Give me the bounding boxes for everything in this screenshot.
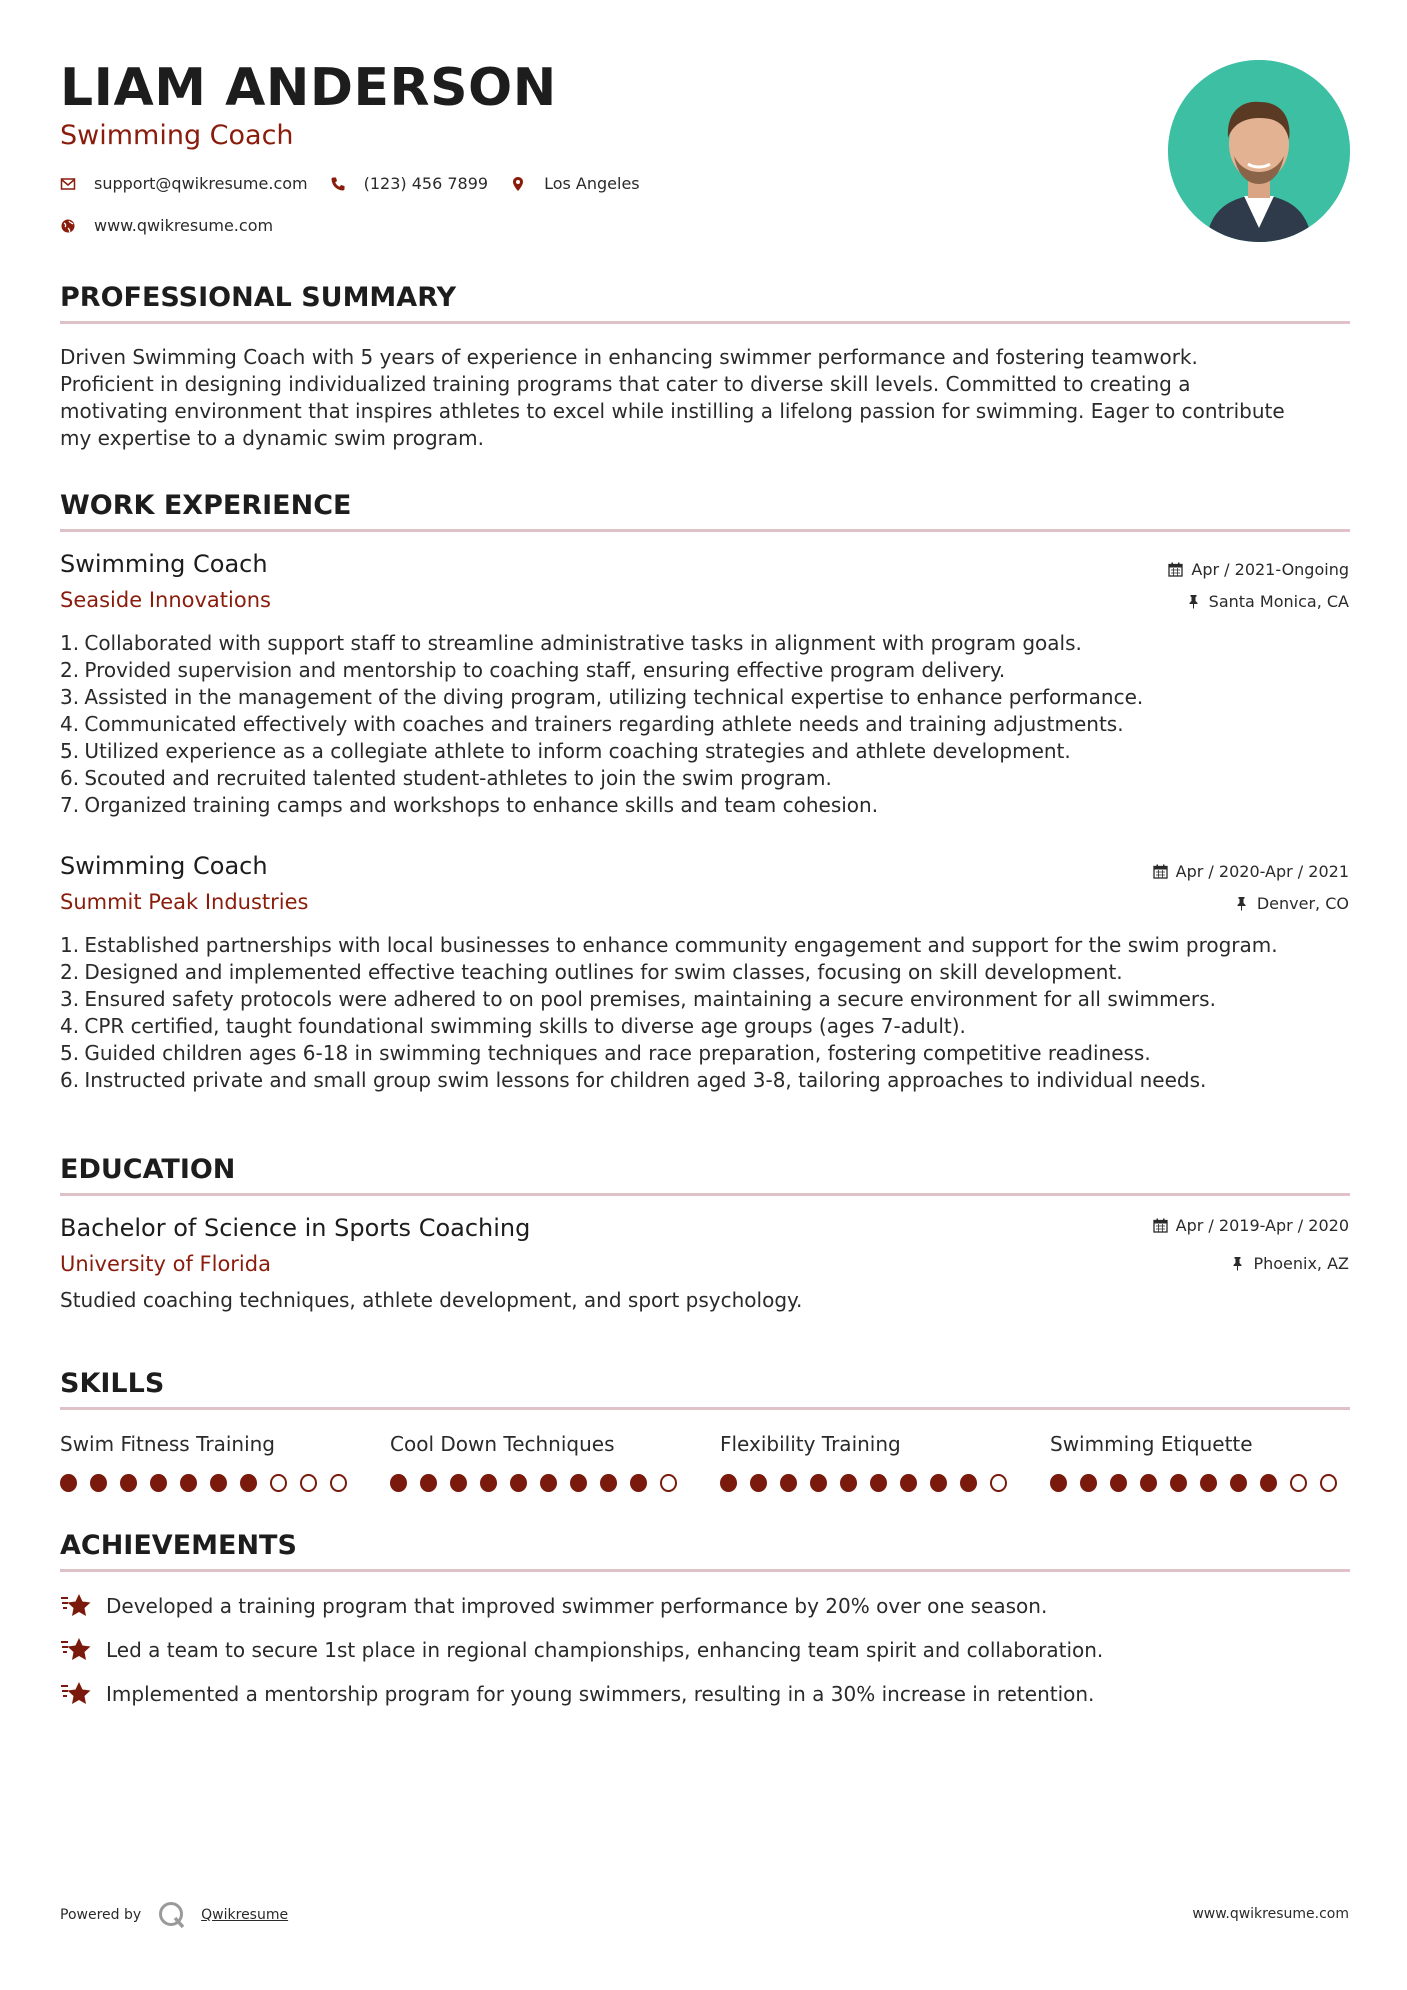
summary-line: motivating environment that inspires athletes to excel while instilling a lifelong passion for swimming. Eager to contribute [60, 399, 1285, 423]
skill-item [720, 1432, 1020, 1492]
bullet-text: Organized training camps and workshops to enhance skills and team cohesion. [84, 793, 879, 817]
job-company: Summit Peak Industries [60, 890, 309, 914]
achievements-heading: ACHIEVEMENTS [60, 1530, 297, 1561]
rating-dot-filled [390, 1474, 407, 1492]
section-divider [60, 321, 1350, 324]
job-location-text: Santa Monica, CA [1208, 592, 1349, 611]
rating-dot-filled [570, 1474, 587, 1492]
education-dates [1153, 1216, 1349, 1235]
section-divider [60, 1569, 1350, 1572]
skill-item [60, 1432, 360, 1492]
contact-website[interactable] [60, 216, 273, 235]
rating-dot-filled [1050, 1474, 1067, 1492]
bullet-text: Assisted in the management of the diving program, utilizing technical expertise to enhance performance. [84, 685, 1144, 709]
skill-name: Flexibility Training [720, 1432, 901, 1456]
skill-name: Swim Fitness Training [60, 1432, 275, 1456]
calendar-icon [1153, 864, 1168, 879]
list-item: 3. Assisted in the management of the diving program, utilizing technical expertise to enhance performance. [60, 685, 1144, 709]
education-location-text: Phoenix, AZ [1253, 1254, 1349, 1273]
rating-dot-filled [90, 1474, 107, 1492]
location-text: Los Angeles [544, 174, 640, 193]
job-location [1186, 592, 1349, 611]
bullet-text: CPR certified, taught foundational swimming skills to diverse age groups (ages 7-adult). [84, 1014, 966, 1038]
avatar-illustration [1168, 60, 1350, 242]
rating-dot-filled [840, 1474, 857, 1492]
achievement-text: Implemented a mentorship program for young swimmers, resulting in a 30% increase in retention. [106, 1682, 1095, 1706]
job-company: Seaside Innovations [60, 588, 271, 612]
pushpin-icon [1186, 594, 1201, 609]
rating-dot-filled [630, 1474, 647, 1492]
bullet-text: Collaborated with support staff to streamline administrative tasks in alignment with program goals. [84, 631, 1082, 655]
globe-icon [60, 218, 76, 234]
skills-heading: SKILLS [60, 1368, 165, 1399]
list-item: 6. Scouted and recruited talented student-athletes to join the swim program. [60, 766, 832, 790]
pushpin-icon [1234, 896, 1249, 911]
job-dates [1153, 862, 1349, 881]
contact-email[interactable] [60, 174, 308, 193]
rating-dot-filled [1170, 1474, 1187, 1492]
bullet-text: Instructed private and small group swim lessons for children aged 3-8, tailoring approaches to individual needs. [84, 1068, 1207, 1092]
job-dates [1168, 560, 1349, 579]
bullet-text: Provided supervision and mentorship to coaching staff, ensuring effective program delivery. [84, 658, 1006, 682]
contact-row [60, 174, 662, 193]
job-bullets [60, 630, 1360, 819]
contact-location [510, 174, 640, 193]
rating-dot-empty [660, 1474, 677, 1492]
footer-powered-by [60, 1900, 288, 1930]
experience-heading: WORK EXPERIENCE [60, 490, 352, 521]
skill-rating [60, 1474, 360, 1492]
skill-rating [1050, 1474, 1350, 1492]
rating-dot-filled [480, 1474, 497, 1492]
summary-line: Driven Swimming Coach with 5 years of experience in enhancing swimmer performance and fostering teamwork. [60, 345, 1198, 369]
candidate-role: Swimming Coach [60, 120, 294, 151]
section-divider [60, 529, 1350, 532]
calendar-icon [1153, 1218, 1168, 1233]
star-icon [60, 1680, 92, 1708]
achievement-text: Developed a training program that improved swimmer performance by 20% over one season. [106, 1594, 1048, 1618]
rating-dot-filled [210, 1474, 227, 1492]
rating-dot-filled [510, 1474, 527, 1492]
rating-dot-empty [1290, 1474, 1307, 1492]
list-item: 2. Provided supervision and mentorship to coaching staff, ensuring effective program delivery. [60, 658, 1006, 682]
rating-dot-filled [120, 1474, 137, 1492]
website-text: www.qwikresume.com [94, 216, 274, 235]
rating-dot-filled [1200, 1474, 1217, 1492]
brand-link[interactable]: Qwikresume [201, 1907, 289, 1923]
phone-icon [330, 176, 346, 192]
job-dates-text: Apr / 2020-Apr / 2021 [1175, 862, 1349, 881]
skill-item [1050, 1432, 1350, 1492]
pushpin-icon [1230, 1256, 1245, 1271]
phone-text: (123) 456 7899 [363, 174, 489, 193]
envelope-icon [60, 176, 76, 192]
rating-dot-filled [1140, 1474, 1157, 1492]
job-location-text: Denver, CO [1256, 894, 1349, 913]
job-location [1234, 894, 1349, 913]
job-bullets [60, 932, 1360, 1094]
bullet-text: Guided children ages 6-18 in swimming techniques and race preparation, fostering competitive readiness. [84, 1041, 1151, 1065]
list-item: 1. Collaborated with support staff to streamline administrative tasks in alignment with program goals. [60, 631, 1082, 655]
skill-item [390, 1432, 690, 1492]
rating-dot-filled [720, 1474, 737, 1492]
footer-website[interactable]: www.qwikresume.com [1192, 1906, 1349, 1922]
list-item: 4. CPR certified, taught foundational swimming skills to diverse age groups (ages 7-adult). [60, 1014, 966, 1038]
candidate-name: LIAM ANDERSON [60, 58, 557, 118]
rating-dot-filled [420, 1474, 437, 1492]
bullet-text: Established partnerships with local businesses to enhance community engagement and support for the swim program. [84, 933, 1278, 957]
contact-row-website [60, 216, 295, 235]
rating-dot-filled [930, 1474, 947, 1492]
job-title: Swimming Coach [60, 852, 268, 880]
skill-rating [390, 1474, 690, 1492]
education-description: Studied coaching techniques, athlete development, and sport psychology. [60, 1288, 803, 1312]
rating-dot-filled [1110, 1474, 1127, 1492]
powered-by-label: Powered by [60, 1907, 142, 1923]
rating-dot-empty [1320, 1474, 1337, 1492]
email-text: support@qwikresume.com [94, 174, 308, 193]
rating-dot-filled [240, 1474, 257, 1492]
school-name: University of Florida [60, 1252, 271, 1276]
summary-text [60, 344, 1350, 452]
list-item: 5. Guided children ages 6-18 in swimming techniques and race preparation, fostering competitive readiness. [60, 1041, 1151, 1065]
skill-name: Cool Down Techniques [390, 1432, 615, 1456]
skill-name: Swimming Etiquette [1050, 1432, 1253, 1456]
rating-dot-filled [60, 1474, 77, 1492]
rating-dot-filled [150, 1474, 167, 1492]
rating-dot-filled [1230, 1474, 1247, 1492]
rating-dot-filled [960, 1474, 977, 1492]
bullet-text: Designed and implemented effective teaching outlines for swim classes, focusing on skill development. [84, 960, 1123, 984]
list-item: 1. Established partnerships with local businesses to enhance community engagement and support for the swim program. [60, 933, 1278, 957]
summary-line: Proficient in designing individualized training programs that cater to diverse skill levels. Committed to creating a [60, 372, 1191, 396]
list-item: 5. Utilized experience as a collegiate athlete to inform coaching strategies and athlete development. [60, 739, 1071, 763]
achievement-item [60, 1592, 1047, 1620]
rating-dot-empty [990, 1474, 1007, 1492]
rating-dot-empty [270, 1474, 287, 1492]
list-item: 2. Designed and implemented effective teaching outlines for swim classes, focusing on skill development. [60, 960, 1123, 984]
bullet-text: Scouted and recruited talented student-athletes to join the swim program. [84, 766, 832, 790]
rating-dot-filled [810, 1474, 827, 1492]
education-dates-text: Apr / 2019-Apr / 2020 [1175, 1216, 1349, 1235]
rating-dot-empty [330, 1474, 347, 1492]
education-heading: EDUCATION [60, 1154, 236, 1185]
map-pin-icon [510, 176, 526, 192]
summary-line: my expertise to a dynamic swim program. [60, 426, 484, 450]
bullet-text: Ensured safety protocols were adhered to on pool premises, maintaining a secure environment for all swimmers. [84, 987, 1216, 1011]
rating-dot-filled [600, 1474, 617, 1492]
star-icon [60, 1636, 92, 1664]
rating-dot-filled [870, 1474, 887, 1492]
contact-phone[interactable] [330, 174, 488, 193]
bullet-text: Communicated effectively with coaches and trainers regarding athlete needs and training adjustments. [84, 712, 1124, 736]
degree-title: Bachelor of Science in Sports Coaching [60, 1214, 531, 1242]
skill-rating [720, 1474, 1020, 1492]
achievement-item [60, 1680, 1094, 1708]
list-item: 7. Organized training camps and workshops to enhance skills and team cohesion. [60, 793, 879, 817]
rating-dot-filled [450, 1474, 467, 1492]
list-item: 4. Communicated effectively with coaches and trainers regarding athlete needs and training adjustments. [60, 712, 1124, 736]
achievement-item [60, 1636, 1103, 1664]
education-location [1230, 1254, 1349, 1273]
job-dates-text: Apr / 2021-Ongoing [1191, 560, 1349, 579]
list-item: 6. Instructed private and small group swim lessons for children aged 3-8, tailoring approaches to individual needs. [60, 1068, 1207, 1092]
section-divider [60, 1193, 1350, 1196]
rating-dot-filled [1080, 1474, 1097, 1492]
summary-heading: PROFESSIONAL SUMMARY [60, 282, 457, 313]
rating-dot-filled [180, 1474, 197, 1492]
bullet-text: Utilized experience as a collegiate athlete to inform coaching strategies and athlete development. [84, 739, 1071, 763]
calendar-icon [1168, 562, 1183, 577]
profile-photo [1168, 60, 1350, 242]
rating-dot-filled [780, 1474, 797, 1492]
qwikresume-logo-icon [157, 1900, 187, 1930]
achievement-text: Led a team to secure 1st place in regional championships, enhancing team spirit and collaboration. [106, 1638, 1104, 1662]
list-item: 3. Ensured safety protocols were adhered to on pool premises, maintaining a secure environment for all swimmers. [60, 987, 1216, 1011]
rating-dot-filled [1260, 1474, 1277, 1492]
rating-dot-filled [540, 1474, 557, 1492]
rating-dot-empty [300, 1474, 317, 1492]
rating-dot-filled [750, 1474, 767, 1492]
section-divider [60, 1407, 1350, 1410]
star-icon [60, 1592, 92, 1620]
rating-dot-filled [900, 1474, 917, 1492]
job-title: Swimming Coach [60, 550, 268, 578]
